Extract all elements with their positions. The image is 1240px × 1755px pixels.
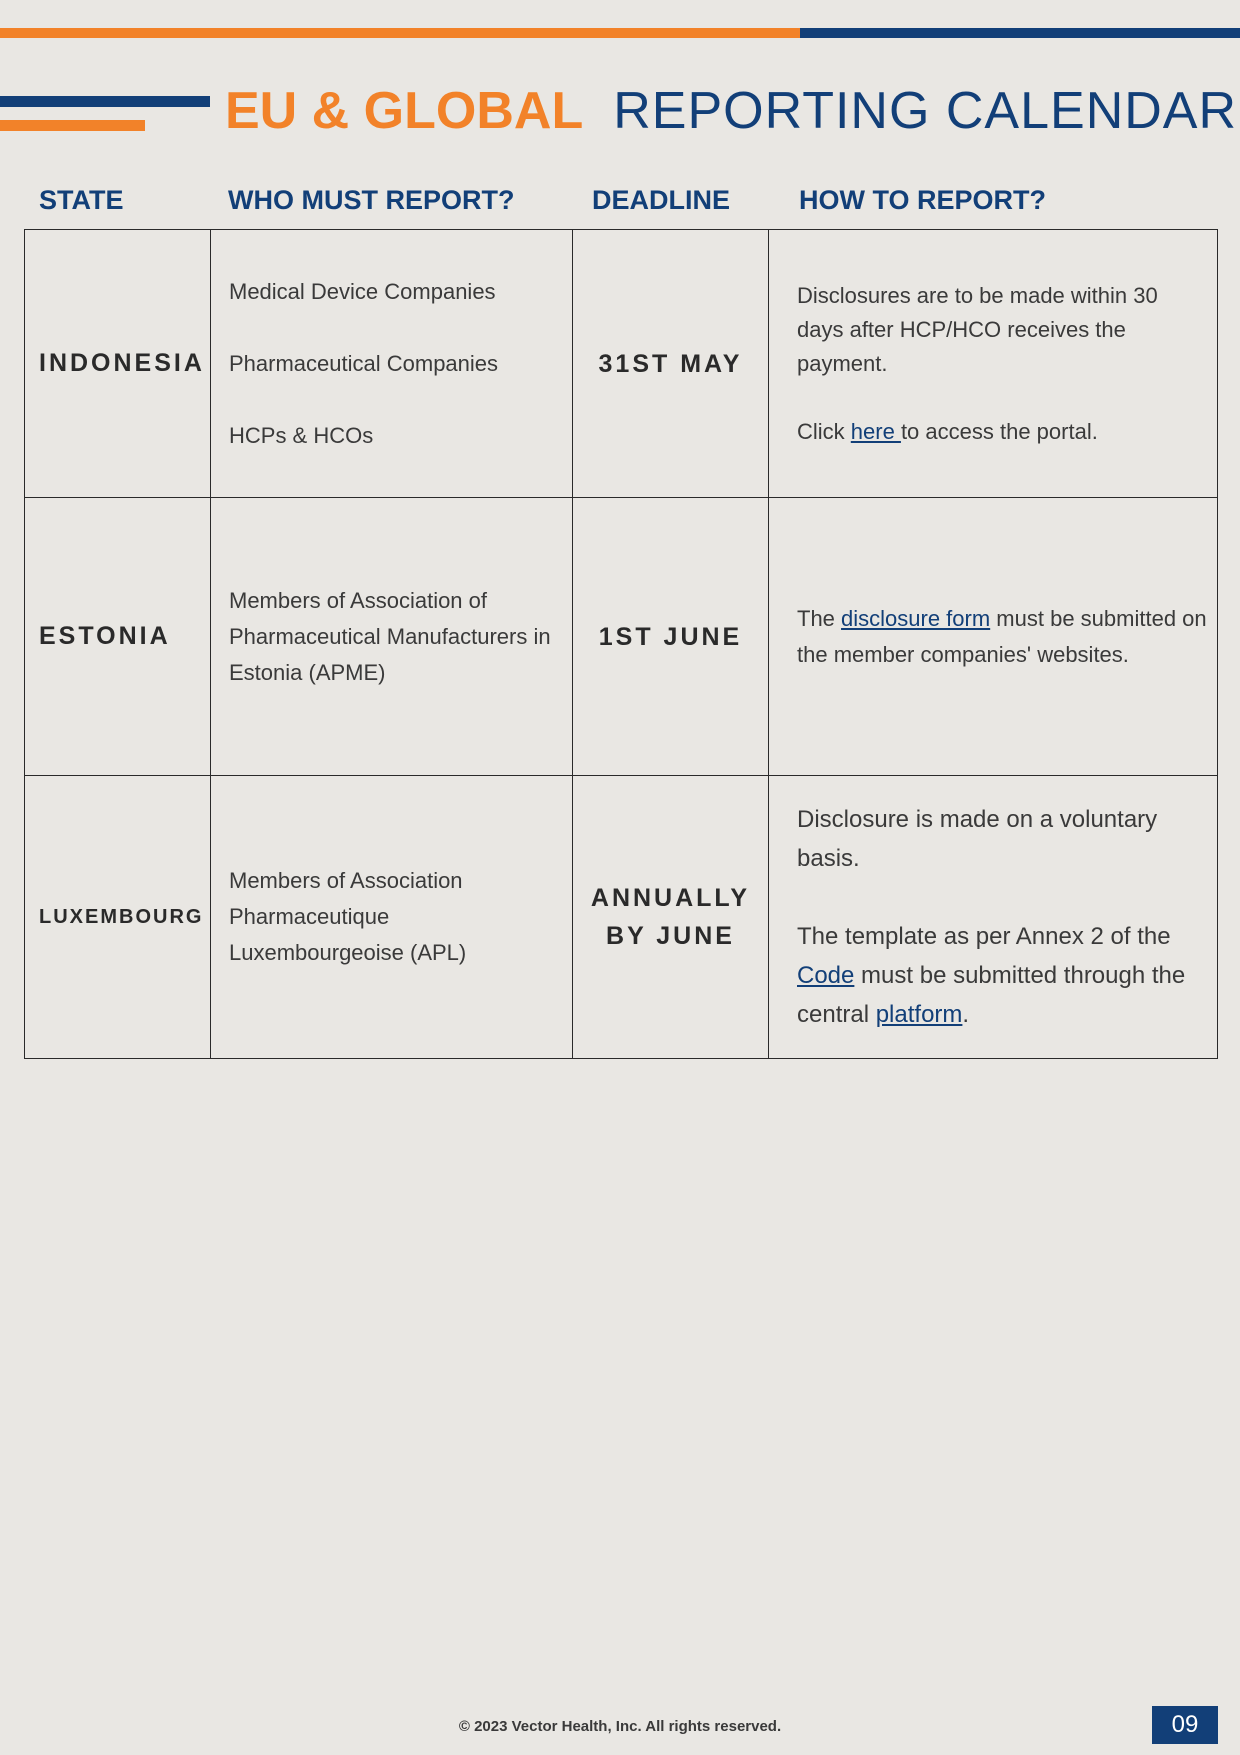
deadline-text: 1ST JUNE — [598, 622, 743, 651]
reporting-table — [24, 229, 1218, 1059]
how-text-part: Click — [797, 418, 851, 444]
portal-link[interactable]: here — [850, 418, 901, 444]
state-cell: ESTONIA — [25, 498, 211, 776]
deadline-text: 31ST MAY — [598, 349, 743, 378]
deadline-text: BY JUNE — [606, 922, 735, 950]
code-link[interactable]: Code — [797, 962, 855, 989]
column-header-deadline: DEADLINE — [592, 185, 731, 215]
column-header-how: HOW TO REPORT? — [799, 185, 1046, 215]
deadline-text: ANNUALLY — [590, 884, 751, 912]
how-cell — [769, 230, 1218, 498]
top-navy-bar — [800, 28, 1240, 38]
deadline-cell — [573, 498, 769, 776]
platform-link[interactable]: platform — [875, 1001, 963, 1028]
how-text-portal — [797, 415, 1207, 449]
how-text: Disclosure is made on a voluntary basis. — [797, 806, 1158, 872]
deadline-cell — [573, 776, 769, 1059]
who-item: Members of Association of Pharmaceutical Manufacturers in Estonia (APME) — [229, 587, 551, 685]
column-header-who: WHO MUST REPORT? — [228, 185, 515, 215]
copyright-footer: © 2023 Vector Health, Inc. All rights reserved. — [458, 1718, 782, 1735]
how-cell — [769, 776, 1218, 1059]
top-orange-bar — [0, 28, 800, 38]
column-header-state: STATE — [39, 185, 124, 215]
title-navy-accent — [0, 96, 210, 107]
who-item: HCPs & HCOs — [229, 422, 374, 448]
who-item: Medical Device Companies — [229, 278, 496, 304]
how-cell — [769, 498, 1218, 776]
state-cell: INDONESIA — [25, 230, 211, 498]
deadline-cell — [573, 230, 769, 498]
disclosure-form-link[interactable]: disclosure form — [841, 605, 991, 631]
table-row — [25, 776, 1218, 1059]
how-text-part: to access the portal. — [900, 418, 1098, 444]
state-cell: LUXEMBOURG — [25, 776, 211, 1059]
how-text-part: The template as per Annex 2 of the — [797, 923, 1171, 950]
page-number: 09 — [1152, 1706, 1218, 1744]
page-title — [225, 80, 1237, 142]
how-text: Disclosures are to be made within 30 days after HCP/HCO receives the payment. — [797, 282, 1158, 376]
how-text-part: The — [797, 605, 842, 631]
how-text-part: must be submitted on the member companies' websites. — [797, 605, 1207, 667]
table-row — [25, 498, 1218, 776]
title-bold: EU & GLOBAL — [225, 82, 584, 140]
how-text-template — [797, 917, 1207, 1034]
table-row — [25, 230, 1218, 498]
how-text-part: . — [962, 1001, 970, 1028]
title-orange-accent — [0, 120, 145, 131]
who-cell — [211, 776, 573, 1059]
title-light: REPORTING CALENDAR — [613, 82, 1238, 140]
who-item: Pharmaceutical Companies — [229, 350, 499, 376]
how-text-part: must be submitted through the central — [797, 962, 1186, 1028]
who-item: Members of Association Pharmaceutique Luxembourgeoise (APL) — [229, 868, 467, 965]
who-cell — [211, 230, 573, 498]
who-cell — [211, 498, 573, 776]
